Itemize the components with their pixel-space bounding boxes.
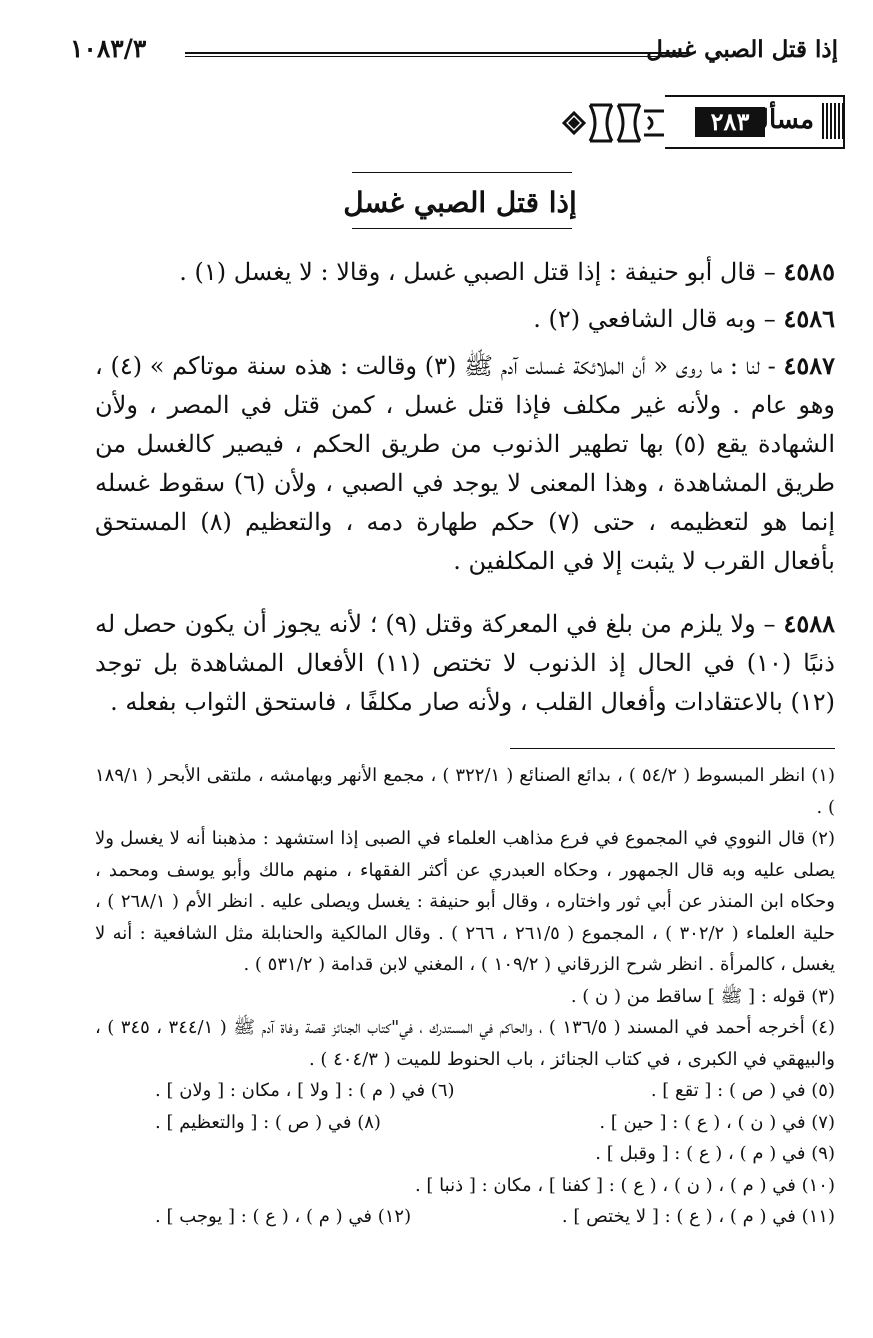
running-header-title: إذا قتل الصبي غسل: [646, 36, 838, 63]
paragraph-text: – ولا يلزم من بلغ في المعركة وقتل (٩) ؛ لأنه يجوز أن يكون حصل له ذنبًا (١٠) في الحال إذ الذنوب لا تختص (١١) الأفعال المشاهدة بل توجد (١٢) بالاعتقادات وأفعال القلب ، ولأنه صار مكلفًا ، فاستحق الثواب بفعله .: [95, 610, 835, 716]
paragraph-text: – قال أبو حنيفة : إذا قتل الصبي غسل ، وقالا : لا يغسل (١) .: [179, 258, 776, 286]
paragraph-number: ٤٥٨٨: [783, 609, 835, 638]
footnote-6: (٦) في ( م ) : [ ولا ] ، مكان : [ ولان ] .: [155, 1080, 455, 1101]
title-rule-bottom: [352, 228, 572, 229]
paragraph-number: ٤٥٨٧: [783, 351, 836, 380]
footnote-8: (٨) في ( ص ) : [ والتعظيم ] .: [155, 1111, 381, 1133]
footnote-rule: [510, 748, 835, 749]
footnote-3: (٣) قوله : [ ﷺ ] ساقط من ( ن ) .: [570, 985, 835, 1007]
ornament-icon: [560, 97, 670, 149]
footnote-11: (١١) في ( م ) ، ( ع ) : [ لا يختص ] .: [561, 1206, 835, 1227]
paragraph-4585: [95, 252, 835, 292]
paragraph-text: – وبه قال الشافعي (٢) .: [533, 305, 776, 333]
footnote-row: [95, 1075, 835, 1107]
footnotes: [95, 760, 835, 1233]
paragraph-4588: [95, 604, 835, 722]
masala-banner: [560, 95, 850, 153]
footnote-5: (٥) في ( ص ) : [ تقع ] .: [650, 1080, 835, 1101]
masala-label: مسألة: [747, 105, 814, 135]
footnote-row: [95, 1107, 835, 1139]
footnote-1: (١) انظر المبسوط ( ٥٤/٢ ) ، بدائع الصنائع ( ٣٢٢/١ ) ، مجمع الأنهر وبهامشه ، ملتقى الأبحر ( ١٨٩/١ ) .: [95, 765, 835, 818]
bars-icon: [822, 103, 846, 139]
header-rule: [185, 52, 688, 57]
footnote-7: (٧) في ( ن ) ، ( ع ) : [ حين ] .: [599, 1111, 835, 1133]
paragraph-text: - لنا : ما روى « أن الملائكة غسلت آدم ﷺ (٣) وقالت : هذه سنة موتاكم » (٤) ، وهو عام . ولأنه غير مكلف فإذا قتل غسل ، كمن قتل في المصر ، ولأن الشهادة يقع (٥) بها تطهير الذنوب من طريق الحكم ، فيصير كالغسل من طريق المشاهدة ، وهذا المعنى لا يوجد في الصبي ، ولأن (٦) سقوط غسله إنما هو لتعظيمه ، حتى (٧) حكم طهارة دمه ، والتعظيم (٨) المستحق بأفعال القرب لا يثبت إلا في المكلفين .: [95, 352, 835, 575]
paragraph-4586: [95, 299, 835, 339]
chapter-title: إذا قتل الصبي غسل: [343, 186, 577, 219]
footnote-12: (١٢) في ( م ) ، ( ع ) : [ يوجب ] .: [155, 1206, 412, 1227]
footnote-9: (٩) في ( م ) ، ( ع ) : [ وقبل ] .: [595, 1143, 835, 1164]
title-rule-top: [352, 172, 572, 173]
footnote-4: (٤) أخرجه أحمد في المسند ( ١٣٦/٥ ) ، والحاكم في المستدرك ، في"كتاب الجنائز قصة وفاة آدم ﷺ ( ٣٤٤/١ ، ٣٤٥ ) ، والبيهقي في الكبرى ، في كتاب الجنائز ، باب الحنوط للميت ( ٤٠٤/٣ ) .: [95, 1017, 835, 1070]
footnote-row: [95, 1201, 835, 1233]
masala-number: ٢٨٣: [695, 107, 765, 137]
paragraph-number: ٤٥٨٦: [783, 304, 835, 333]
footnote-row: [95, 1170, 835, 1202]
page-reference: ١٠٨٣/٣: [70, 34, 147, 63]
paragraph-4587: [95, 346, 835, 581]
footnote-10: (١٠) في ( م ) ، ( ن ) ، ( ع ) : [ كفنا ] ، مكان : [ ذنبا ] .: [414, 1174, 835, 1196]
footnote-2: (٢) قال النووي في المجموع في فرع مذاهب العلماء في الصبى إذا استشهد : مذهبنا أنه لا يغسل ولا يصلى عليه وبه قال الجمهور ، وحكاه العبدري عن أكثر الفقهاء ، منهم مالك وأبو يوسف ومحمد ، وحكاه ابن المنذر عن أبي ثور واختاره ، وقال أبو حنيفة : يغسل ويصلى عليه . انظر الأم ( ٢٦٨/١ ) ، حلية العلماء ( ٣٠٢/٢ ) ، المجموع ( ٢٦١/٥ ، ٢٦٦ ) . وقال المالكية والحنابلة مثل الشافعية : أنه لا يغسل ، كالمرأة . انظر شرح الزرقاني ( ١٠٩/٢ ) ، المغني لابن قدامة ( ٥٣١/٢ ) .: [95, 828, 835, 975]
paragraph-number: ٤٥٨٥: [783, 257, 835, 286]
footnote-row: [95, 1138, 835, 1170]
running-header: [70, 30, 838, 70]
